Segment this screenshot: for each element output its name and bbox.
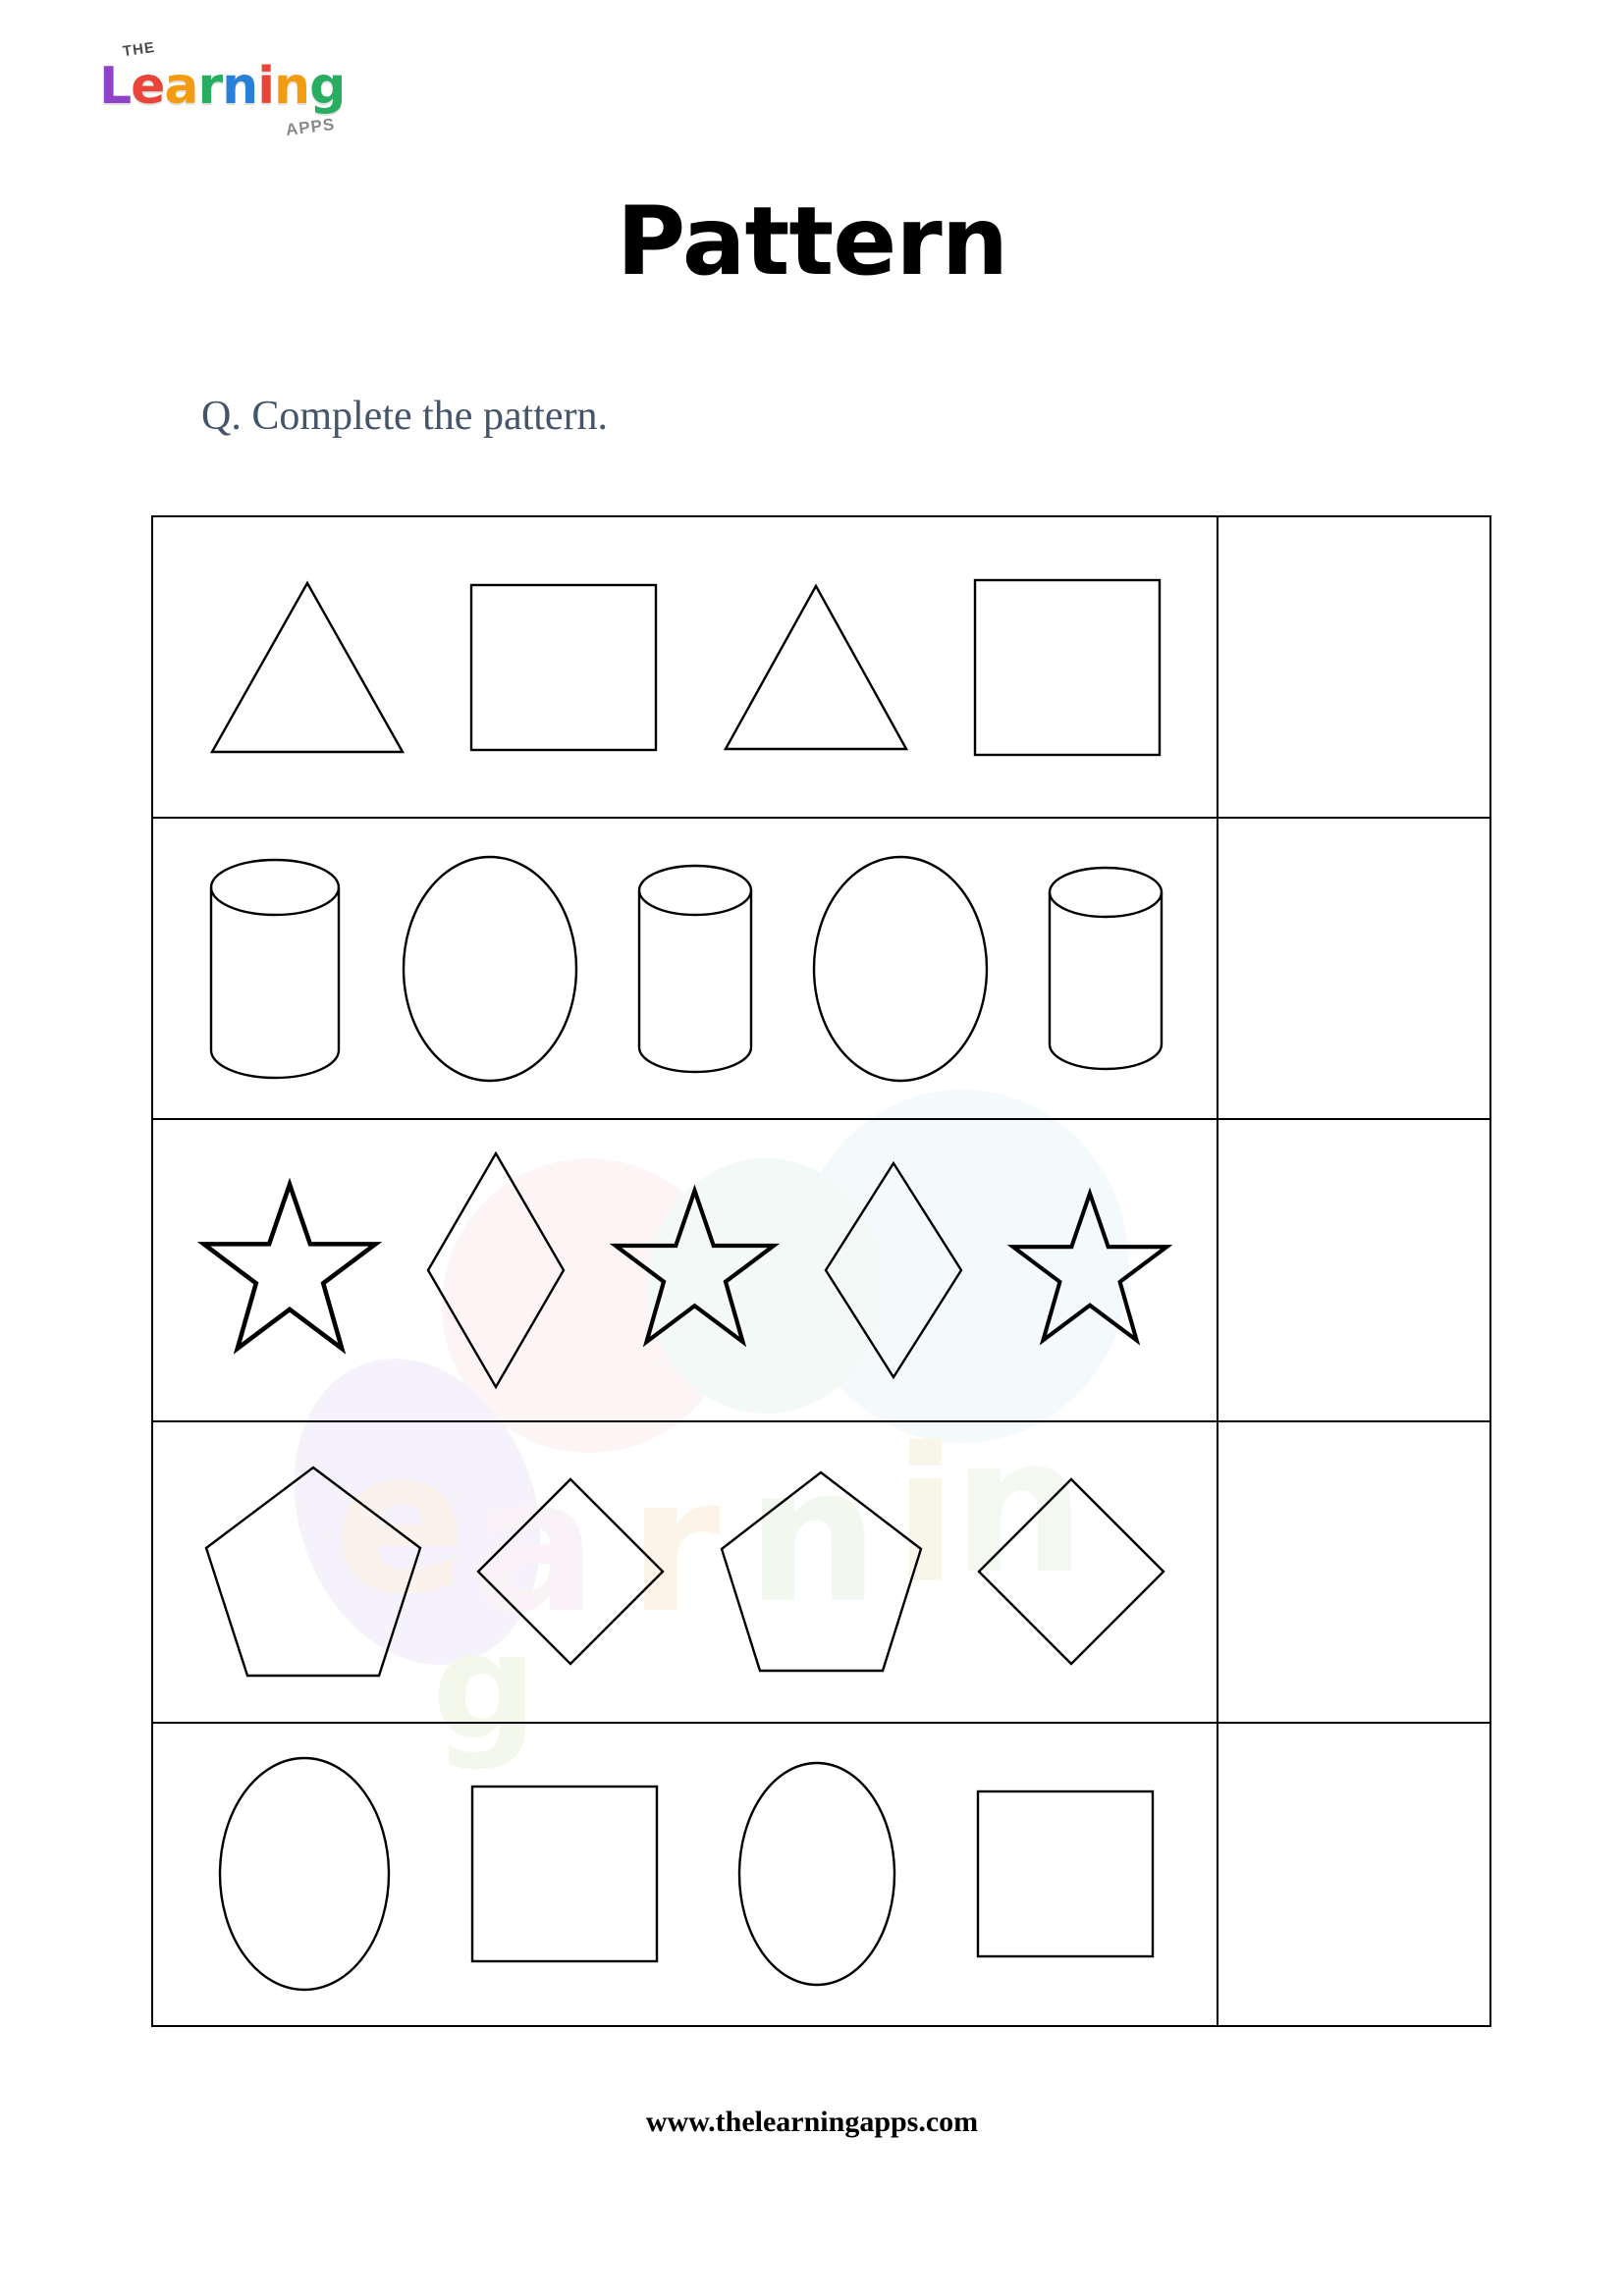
answer-box-4[interactable] [1218,1422,1489,1722]
svg-text:r: r [628,1437,721,1654]
footer-url: www.thelearningapps.com [645,2106,979,2138]
answer-box-5[interactable] [1218,1724,1489,2025]
shape-oval [731,1756,903,1992]
pattern-table [151,515,1491,2027]
shape-cylinder [201,856,349,1082]
shape-oval [211,1751,398,1997]
shape-star [1006,1187,1173,1354]
answer-box-2[interactable] [1218,819,1489,1118]
row-1-shapes [153,517,1218,817]
shape-triangle [204,569,410,766]
row-2-shapes [153,819,1218,1118]
shape-pentagon [716,1467,927,1678]
shape-cylinder [1042,863,1169,1074]
svg-text:a: a [471,1437,598,1654]
svg-text:n: n [746,1427,880,1644]
table-row [153,1724,1489,2025]
logo [93,39,388,152]
svg-text:i: i [893,1408,958,1625]
answer-box-3[interactable] [1218,1120,1489,1419]
shape-star [609,1184,781,1356]
shape-rhombus [422,1148,569,1393]
logo-the-text: THE [121,38,157,61]
shape-oval [807,851,994,1087]
answer-box-1[interactable] [1218,517,1489,817]
table-row [153,819,1489,1120]
shape-rhombus [820,1157,967,1383]
logo-wordmark: Learning [99,57,346,116]
logo-apps-text: APPS [284,115,337,139]
shape-star [196,1177,383,1363]
shape-pentagon [200,1462,426,1682]
table-row [153,1422,1489,1724]
instruction-text: Q. Complete the pattern. [201,394,609,439]
table-row [153,517,1489,819]
shape-diamond [973,1473,1169,1670]
shape-square [465,579,662,756]
row-4-shapes [153,1422,1218,1722]
shape-square [466,1781,663,1967]
shape-triangle [718,574,914,761]
table-row [153,1120,1489,1421]
page-title: Pattern [616,187,1008,296]
shape-diamond [472,1473,669,1670]
svg-text:g: g [432,1602,538,1773]
shape-oval [397,851,583,1087]
shape-square [972,1786,1159,1962]
svg-text:e: e [334,1409,467,1637]
shape-cylinder [631,861,759,1077]
shape-square [969,574,1165,761]
row-5-shapes [153,1724,1218,2025]
row-3-shapes [153,1120,1218,1419]
svg-text:n: n [952,1398,1086,1615]
